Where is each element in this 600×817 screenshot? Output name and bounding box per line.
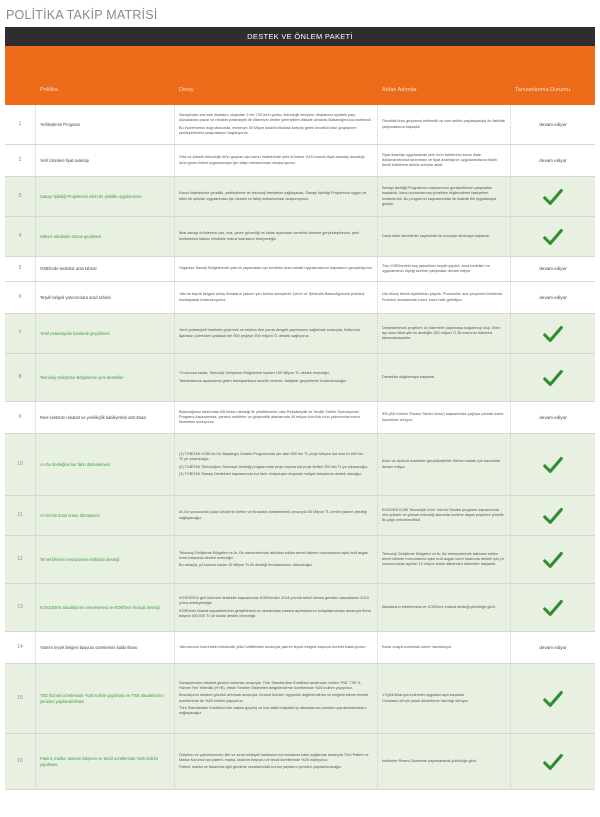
- status-cell: [511, 177, 595, 216]
- detail-cell: [175, 354, 378, 401]
- detail-paragraph: İhracatçının rekabet gücünü artırmak amacıyla, ihracat ürünleri uygunluk değerlendirme ve belgelendirme hizmet ücretlerinde de %25 indirim yapıyoruz.: [179, 693, 369, 703]
- table-row: [5, 496, 595, 536]
- table-row: [5, 354, 595, 402]
- policy-cell: Yerlileştirme Programı: [36, 105, 175, 144]
- actions-cell: Destekler dağıtılmaya başlandı.: [378, 354, 511, 401]
- policy-cell: Yerli Ürünlere fiyat avantajı: [36, 145, 175, 176]
- checkmark-icon: [542, 186, 564, 208]
- table-row: [5, 734, 595, 790]
- detail-cell: [175, 105, 378, 144]
- detail-paragraph: Girişimci ve yatırımcımızın fikri ve sınai mülkiyet haklarının korunmasına katkı sağlamak amacıyla Türk Patent ve Marka Kurumu'nun patent, marka, tasarım başvuru ve tescil ücretlerinde %25 indiriyoruz.: [179, 752, 369, 762]
- actions-cell: Alacakların ertelenmesi ve KOBİ'lere ihracat desteği yürürlüğe girdi.: [378, 584, 511, 631]
- policy-cell: Yerel potansiyelin harekete geçirilmesi: [36, 314, 175, 353]
- header-actions: Atılan Adımlar: [382, 87, 417, 93]
- table-row: [5, 177, 595, 217]
- detail-paragraph: KOBİ'lerin ihracat kapasitelerinin geliştirilmesi ve uluslararası pazara açılmalarının kolaylaştırılması amacıyla firma başına 300.000 TL'ye kadar destek vereceğiz.: [179, 608, 371, 618]
- row-number: 14: [5, 632, 36, 663]
- detail-cell: [175, 177, 378, 216]
- policy-cell: Patent, marka, tasarım başvuru ve tescil ücretlerinde %25 indirim yapılması: [36, 734, 175, 789]
- checkmark-icon: [542, 751, 564, 773]
- detail-paragraph: (3) TÜBİTAK Sanayi Destekleri kapsamında kur farkı dolayısıyla oluşacak maliyet artışlarına destek olacağız.: [179, 471, 363, 476]
- checkmark-icon: [542, 454, 564, 476]
- status-cell: [511, 496, 595, 535]
- status-text: devam ediyor: [539, 294, 567, 300]
- row-number: 5: [5, 257, 36, 281]
- detail-cell: [175, 434, 378, 495]
- status-cell: [511, 434, 595, 495]
- status-cell: [511, 402, 595, 433]
- row-number: 6: [5, 282, 36, 313]
- checkmark-icon: [542, 549, 564, 571]
- table-row: [5, 282, 595, 314]
- detail-cell: [175, 217, 378, 256]
- status-text: devam ediyor: [539, 414, 567, 420]
- checkmark-icon: [542, 505, 564, 527]
- policy-cell: Temel bilimler mezunlarına istihdam desteği: [36, 536, 175, 583]
- detail-paragraph: Tamamlanma aşamasına gelen teknoparklara öncelik vererek, faaliyete geçmelerini hızlandıracağız.: [179, 378, 347, 383]
- detail-cell: [175, 584, 378, 631]
- status-cell: [511, 536, 595, 583]
- policy-cell: Reel sektörün rekabet ve yenilikçilik kabiliyetinin artırılması: [36, 402, 175, 433]
- table-header: [5, 46, 595, 105]
- detail-cell: [175, 536, 378, 583]
- policy-cell: Ar-Ge desteğine kur farkı düzenlemesi: [36, 434, 175, 495]
- actions-cell: 1 Eylül itibarıyla indirimler uygulanmaya başlandı. Cezaların ofi için yasal düzenleme hazırlığı sürüyor.: [378, 664, 511, 733]
- row-number: 12: [5, 536, 36, 583]
- policy-cell: KOSGEB'in alacaklarının ertelenmesi ve KOBİ'lere ihracat desteği: [36, 584, 175, 631]
- actions-cell: Tüm OSB'lerdeki boş parsellerin tespiti yapıldı. Arsa bedelleri ve uygulamanın ölçeği üzerine çalışmalar devam ediyor.: [378, 257, 511, 281]
- policy-cell: TSE hizmet ücretlerinde %25 indirim yapılması ve TSE alacaklarının yeniden yapılandırılması: [36, 664, 175, 733]
- status-cell: [511, 584, 595, 631]
- policy-cell: Haksız rekabetin önüne geçilmesi: [36, 217, 175, 256]
- checkmark-icon: [542, 323, 564, 345]
- table-row: [5, 257, 595, 282]
- row-number: 15: [5, 664, 36, 733]
- detail-paragraph: Sanayicimizin rekabet gücünü artırmak amacıyla, Türk Standardları Enstitüsü tarafından verilen TSE, TSE K, Hizmet Yeri Yeterlilik (HYB), Helal Yönetim Sistemleri belgelendirme ücretlerinde %25 indirim yapıyoruz.: [179, 680, 362, 691]
- table-row: [5, 217, 595, 257]
- checkmark-icon: [542, 367, 564, 389]
- policy-cell: Teknoloji Geliştirme Bölgelerine yeni destekler: [36, 354, 175, 401]
- actions-cell: İkinci ve üçüncü maddeler gerçekleştirildi; Birinci madde için hazırlıklar devam ediyor.: [378, 434, 511, 495]
- detail-cell: [175, 145, 378, 176]
- checkmark-icon: [542, 597, 564, 619]
- policy-cell: Yatırım teşvik belgesi başvuru ücretlerinin kaldırılması: [36, 632, 175, 663]
- detail-cell: [175, 314, 378, 353]
- header-policy: Politika: [40, 87, 59, 93]
- status-cell: [511, 217, 595, 256]
- detail-paragraph: Bakanlığımız tarafından AB fonları desteği ile yürütülmekte olan Rekabetçilik ve Yenilik Sektör Operasyonel Programı kapsamında, yaratıcı sektörler ve girişimcilik alanlarında 40 milyon Avro'luk fonu yatırımcılarımızın hizmetine sunuyoruz.: [179, 409, 360, 425]
- policy-matrix: [5, 27, 595, 790]
- actions-cell: Karar onaya sunulmak üzere hazırlanıyor.: [378, 632, 511, 663]
- actions-cell: Fiyat avantajı uygulanacak yerli ürün listelerinin kamu ihale dokümanlarında tanınması ve fiyat avantajının uygulanmasına ilişkin öncül tedbirlere dönük adımlar atıldı.: [378, 145, 511, 176]
- detail-paragraph: Sanayinizin ara malı ithalatını oluşturan 2 bin 739 ürün grubu; teknolojik seviyesi, ithalatımız içindeki payı, uluslararası pazar ve rekabet potansiyeli ile ülkemizin üretim yetenekleri dikkate alınarak Bakanlığımızca incelendi.: [179, 113, 372, 123]
- table-row: [5, 584, 595, 632]
- checkmark-icon: [542, 688, 564, 710]
- actions-cell: Sanayi İşbirliği Programının kapsamının genişletilmesi çalışmaları başlatıldı; kamu kurumlarınca yönetilen bilgilendirme faaliyetleri hızlandırıldı. Bu programın kapsamındaki ilk ihalede fiili uygulamaya geçildi.: [378, 177, 511, 216]
- table-row: [5, 664, 595, 734]
- policy-cell: OSB'lerde bedelsiz arsa tahsisi: [36, 257, 175, 281]
- policy-cell: Ar-Ge'nin ticari ürüne dönüşmesi: [36, 496, 175, 535]
- status-cell: [511, 734, 595, 789]
- detail-paragraph: Yerel potansiyeli harekete geçirmek ve refahın tüm yurda dengeli yayılmasını sağlamak amacıyla, Kalkınma Ajansları üzerinden yaklaşık bin 500 projeye 500 milyon TL destek sağlıyoruz.: [179, 328, 360, 338]
- status-text: devam ediyor: [539, 121, 567, 127]
- table-row: [5, 145, 595, 177]
- actions-cell: IPA (AB Katılım Öncesi Yardım Aracı) kapsamında çağrıya çıkmak üzere hazırlıklar sürüyor.: [378, 402, 511, 433]
- detail-cell: [175, 632, 378, 663]
- row-number: 16: [5, 734, 36, 789]
- detail-paragraph: (1) TÜBİTAK KOBİ Ar-Ge Başlangıç Destek Programında yer alan 500 bin TL proje bütçesi üst sınırını 600 bin TL'ye çıkaracağız.: [179, 452, 364, 462]
- page-title: POLİTİKA TAKİP MATRİSİ: [6, 8, 158, 22]
- table-row: [5, 105, 595, 145]
- detail-paragraph: Teknoloji Geliştirme Bölgeleri ve Ar-Ge merkezlerinde istihdam edilen temel bilimler mezunlarına aylık brüt asgari ücret tutarında destek vereceğiz.: [179, 550, 369, 560]
- actions-cell: KOSGEB KOBİ Teknolojik Ürün Yatırım Destek programı kapsamında orta yüksek ve yüksek teknoloji alanında üretime dayalı projelere yönelik ilk çağrı neticelendirildi.: [378, 496, 511, 535]
- header-num: [5, 46, 36, 105]
- table-row: [5, 536, 595, 584]
- detail-paragraph: Ar-Ge sonucunda çıkan ürünlerin üretim ve ihracatını desteklemek amacıyla 50 Milyon TL üretim yatırım desteği sağlayacağız.: [179, 510, 367, 520]
- checkmark-icon: [542, 226, 564, 248]
- detail-paragraph: (2) TÜBİTAK Teknolojinin Sermaye Desteği programında proje başına üst proje limitini 200 bin TL'ye çıkaracağız.: [179, 464, 369, 469]
- status-cell: [511, 664, 595, 733]
- detail-paragraph: Organize Sanayi Bölgelerinde yatırım yapacaklar için bedelsiz arsa tahsisi uygulamasının kapsamını genişletiyoruz.: [179, 266, 373, 271]
- status-cell: [511, 282, 595, 313]
- detail-cell: [175, 282, 378, 313]
- detail-paragraph: Bu incelemenin doğrultusunda, minimum 30 Milyar dolarlık ithalata karşılık gelen öncelikli ürün gruplarının yerlileştirilmesi çalışmalarını başlatıyoruz.: [179, 125, 357, 135]
- actions-cell: Teknoloji Geliştirme Bölgeleri ve Ar-Ge merkezlerinde istihdam edilen temel bilimler mezunlarına aylık brüt asgari ücret tutarında destek için yıl sonuna kadar ayrılan 15 milyon liralık diliminden ödemeler başlandı.: [378, 536, 511, 583]
- detail-paragraph: Yatırımcının üzerindeki bürokratik yükü hafifletmek amacıyla yatırım teşvik belgesi başvuru ücretini kaldırıyoruz.: [179, 644, 367, 649]
- status-text: devam ediyor: [539, 157, 567, 163]
- header-detail: Detay: [179, 87, 194, 93]
- status-text: devam ediyor: [539, 266, 567, 272]
- status-cell: [511, 145, 595, 176]
- detail-cell: [175, 402, 378, 433]
- row-number: 10: [5, 434, 36, 495]
- section-banner: DESTEK VE ÖNLEM PAKETİ: [5, 27, 595, 46]
- detail-paragraph: Yıl sonuna kadar, Teknoloji Geliştirme Bölgelerine toplam 100 Milyon TL destek vereceğiz.: [179, 371, 331, 376]
- status-cell: [511, 105, 595, 144]
- detail-cell: [175, 664, 378, 733]
- row-number: 4: [5, 217, 36, 256]
- status-cell: [511, 632, 595, 663]
- table-row: [5, 632, 595, 664]
- actions-cell: Daha etkin denetimler sayesinde ilk sonuçlar alınmaya başlandı.: [378, 217, 511, 256]
- status-cell: [511, 257, 595, 281]
- detail-cell: [175, 257, 378, 281]
- row-number: 8: [5, 354, 36, 401]
- row-number: 1: [5, 105, 36, 144]
- row-number: 9: [5, 402, 36, 433]
- actions-cell: Öncelikli ürün gruplarını belirledik ve özel sektör paydaşlarıyla ön-fizibilite çalışmalarına başladık.: [378, 105, 511, 144]
- actions-cell: Desteklenecek projelere ön ödemeler yapılmaya başlanmış olup, Ekim ayı sonu itibarıyla bu desteğin 280 milyon TL'lik kısmının ödemesi tamamlanacaktır.: [378, 314, 511, 353]
- policy-cell: Sanayi İşbirliği Projelerinin etkin bir şekilde uygulanması: [36, 177, 175, 216]
- header-status: Tamamlanma Durumu: [515, 87, 571, 93]
- detail-paragraph: Orta ve yüksek teknolojili ürün grupları için kamu ihalelerinde yerli ürünlere %15 zorunlu fiyat avantajı tanındığı ürün grubu listesi uygulanmaya İçin takip mekanizması oluşturuyoruz.: [179, 155, 365, 165]
- detail-paragraph: Türk Standardları Enstitüsü'nün vadesi geçmiş ve icra takibi başlatılmış alacaklarının yeniden yapılandırılmasını sağlayacağız.: [179, 705, 367, 715]
- detail-cell: [175, 734, 378, 789]
- table-row: [5, 434, 595, 496]
- status-cell: [511, 314, 595, 353]
- detail-paragraph: Bu amaçla, yıl sonuna kadar 15 Milyon TL'lik desteği firmalarımızın olduracağız.: [179, 563, 314, 568]
- status-text: devam ediyor: [539, 644, 567, 650]
- actions-cell: İndirimler Resmi Gazetede yayımlanarak yürürlüğe girdi.: [378, 734, 511, 789]
- actions-cell: Üst düzey teknik toplantıları yapıldı. Protokolün ana çerçevesi belirlendi. Protokol imzalanmak üzere hazır hale getiriliyor.: [378, 282, 511, 313]
- row-number: 7: [5, 314, 36, 353]
- detail-paragraph: Patent, marka ve tasarımla ilgili gecikme cezalarındaki kurum paylarını yeniden yapılandıracağız.: [179, 765, 342, 770]
- detail-paragraph: Yatırım teşvik belgesi almış firmaların yatırım yeri bulma süreçlerini Çevre ve Şehircilik Bakanlığımızla protokol imzalayarak hızlandırıyoruz.: [179, 292, 365, 302]
- table-row: [5, 402, 595, 434]
- detail-paragraph: İthal sanayi ürünlerinin can, mal, çevre güvenliği ve kalite açısından denetimi önemle gerçekleştirecek, yerli üreticimizin haksız rekabete maruz kalmasını önleyeceğiz.: [179, 231, 359, 241]
- row-number: 13: [5, 584, 36, 631]
- policy-cell: Teşvik belgeli yatırımcılara arazi tahsisi: [36, 282, 175, 313]
- table-body: [5, 105, 595, 790]
- row-number: 2: [5, 145, 36, 176]
- row-number: 11: [5, 496, 36, 535]
- row-number: 3: [5, 177, 36, 216]
- detail-paragraph: KOSGEB'in geri ödemeli destekler kapsamında KOBİ'lerden 2018 yılında tahsil etmesi gereken alacaklarını 2019 yılına erteleyeceğiz.: [179, 596, 369, 606]
- detail-cell: [175, 496, 378, 535]
- table-row: [5, 314, 595, 354]
- detail-paragraph: Kamu ihalelerinde yerelilik, yerlileştirme ve teknoloji transferini sağlayacak, Sanayi İşbirliği Projelerinin uygun ve etkin bir şekilde uygulanması için destek ve takip mekanizması oluşturuyoruz.: [179, 191, 367, 201]
- status-cell: [511, 354, 595, 401]
